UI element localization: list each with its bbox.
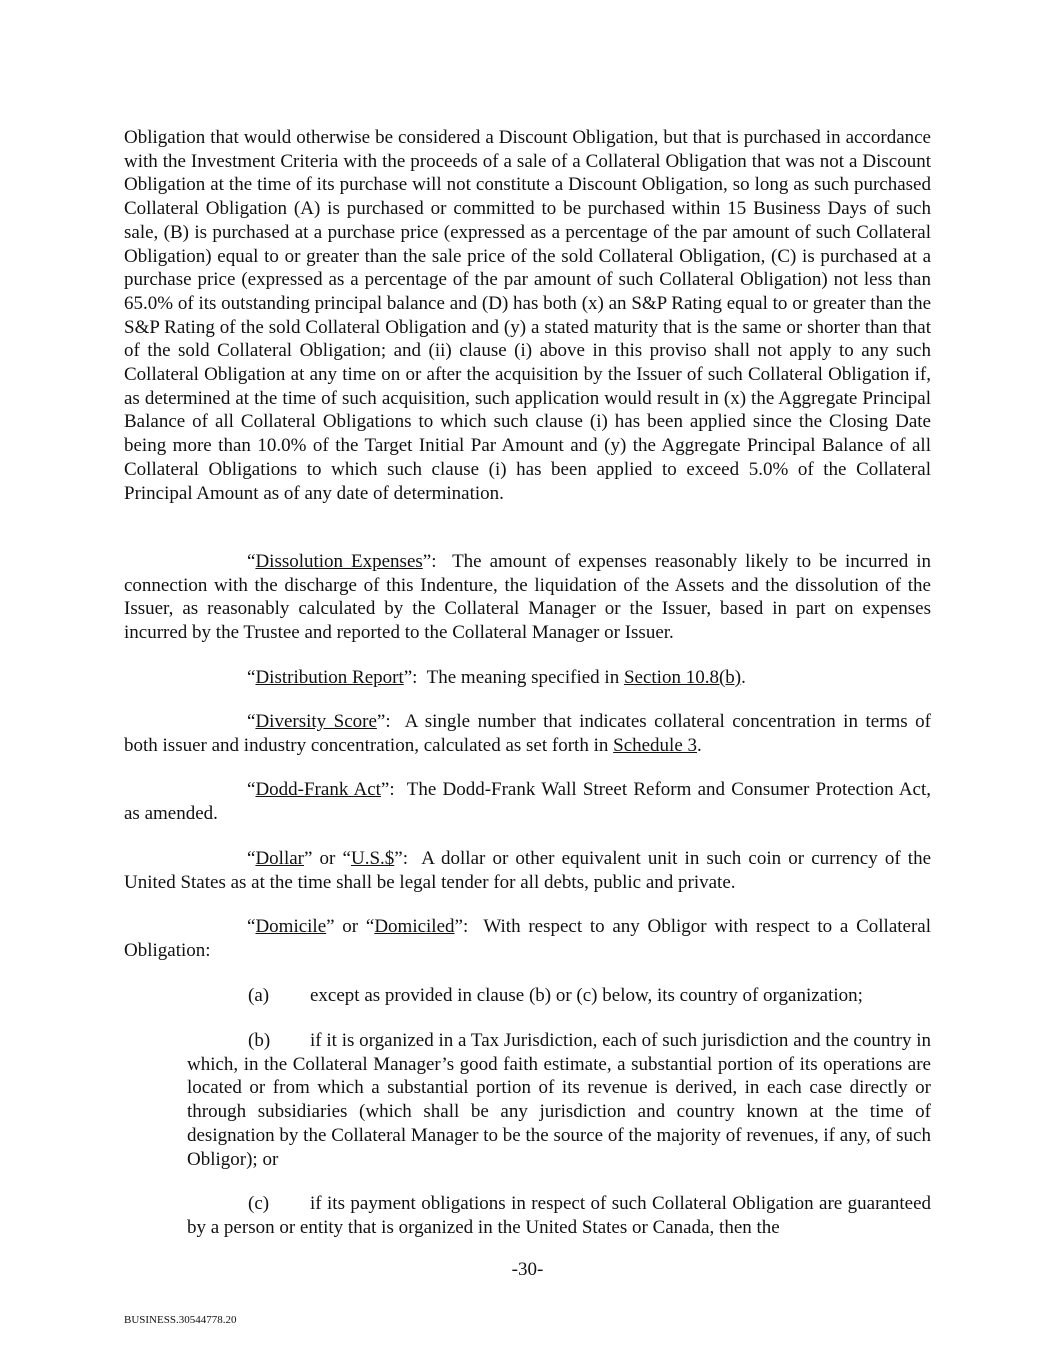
cross-reference-link[interactable]: Section 10.8(b) [623, 667, 742, 688]
list-item-text: if its payment obligations in respect of such Collateral Obligation are guaranteed by a person or entity that is organized in the United States or Canada, then the [187, 1193, 931, 1238]
list-item-label: (b) [248, 1030, 271, 1051]
defined-term: Dissolution Expenses [255, 551, 423, 572]
list-item-label: (a) [248, 985, 270, 1006]
list-item-text: if it is organized in a Tax Jurisdiction, each of such jurisdiction and the country in which, in the Collateral Manager’s good faith estimate, a substantial portion of its operations are located or from which a substantial portion of its revenue is derived, in each case directly or through subsidiaries (which shall be any jurisdiction and country known at the time of designation by the Collateral Manager to be the source of the majority of revenues, if any, of such Obligor); or [187, 1030, 931, 1170]
list-item-text: except as provided in clause (b) or (c) below, its country of organization; [310, 985, 863, 1006]
list-item-a [248, 984, 931, 1008]
defined-term-alt: U.S.$ [350, 848, 395, 869]
defined-term: Dodd-Frank Act [255, 779, 381, 800]
list-item-label: (c) [248, 1193, 270, 1214]
list-item-b [187, 1029, 931, 1171]
definition-dollar: “Dollar” or “U.S.$”: A dollar or other equivalent unit in such coin or currency of the United States as at the time shall be legal tender for all debts, public and private. [124, 848, 931, 893]
defined-term: Domicile [255, 916, 327, 937]
cross-reference-link[interactable]: Schedule 3 [613, 734, 698, 756]
page-number: -30- [511, 1259, 544, 1280]
term-connector: or [334, 916, 366, 937]
defined-term-alt: Domiciled [374, 916, 455, 937]
definition-text: The Dodd-Frank Wall Street Reform and Consumer Protection Act, as amended. [124, 779, 932, 824]
definition-text: The meaning specified in [426, 667, 624, 688]
definition-text: A single number that indicates collateral concentration in terms of both issuer and industry concentration, calculated as set forth in [124, 711, 931, 756]
definition-text: A dollar or other equivalent unit in such coin or currency of the United States as at the time shall be legal tender for all debts, public and private. [124, 848, 931, 893]
definition-text: With respect to any Obligor with respect to a Collateral Obligation: [124, 916, 931, 961]
definition-dodd-frank-act: “Dodd-Frank Act”: The Dodd-Frank Wall Street Reform and Consumer Protection Act, as amended. [124, 779, 932, 824]
definition-tail: . [741, 667, 746, 688]
definition-diversity-score: “Diversity Score”: A single number that indicates collateral concentration in terms of both issuer and industry concentration, calculated as set forth in Schedule 3. [124, 711, 931, 756]
list-item-c [187, 1192, 931, 1239]
definition-domicile: “Domicile” or “Domiciled”: With respect to any Obligor with respect to a Collateral Obligation: [124, 916, 931, 961]
continuation-paragraph: Obligation that would otherwise be considered a Discount Obligation, but that is purchased in accordance with the Investment Criteria with the proceeds of a sale of a Collateral Obligation that was not a Discount Obligation at the time of its purchase will not constitute a Discount Obligation, so long as such purchased Collateral Obligation (A) is purchased or committed to be purchased within 15 Business Days of such sale, (B) is purchased at a purchase price (expressed as a percentage of the par amount of such Collateral Obligation) equal to or greater than the sale price of the sold Collateral Obligation, (C) is purchased at a purchase price (expressed as a percentage of the par amount of such Collateral Obligation) not less than 65.0% of its outstanding principal balance and (D) has both (x) an S&P Rating equal to or greater than the S&P Rating of the sold Collateral Obligation and (y) a stated maturity that is the same or shorter than that of the sold Collateral Obligation; and (ii) clause (i) above in this proviso shall not apply to any such Collateral Obligation at any time on or after the acquisition by the Issuer of such Collateral Obligation if, as determined at the time of such acquisition, such application would result in (x) the Aggregate Principal Balance of all Collateral Obligations to which such clause (i) has been applied since the Closing Date being more than 10.0% of the Target Initial Par Amount and (y) the Aggregate Principal Balance of all Collateral Obligations to which such clause (i) has been applied to exceed 5.0% of the Collateral Principal Amount as of any date of determination. [124, 127, 931, 504]
defined-term: Distribution Report [255, 667, 404, 688]
defined-term: Diversity Score [255, 711, 377, 732]
term-connector: or [312, 848, 343, 869]
definition-distribution-report: “Distribution Report”: The meaning specified in Section 10.8(b). [247, 667, 746, 688]
definition-text: The amount of expenses reasonably likely to be incurred in connection with the discharge of this Indenture, the liquidation of the Assets and the dissolution of the Issuer, as reasonably calculated by the Collateral Manager or the Issuer, based in part on expenses incurred by the Trustee and reported to the Collateral Manager or Issuer. [124, 551, 931, 644]
document-id-footer: BUSINESS.30544778.20 [124, 1314, 237, 1326]
definition-dissolution-expenses: “Dissolution Expenses”: The amount of expenses reasonably likely to be incurred in connection with the discharge of this Indenture, the liquidation of the Assets and the dissolution of the Issuer, as reasonably calculated by the Collateral Manager or the Issuer, based in part on expenses incurred by the Trustee and reported to the Collateral Manager or Issuer. [124, 551, 931, 644]
definition-tail: . [697, 734, 702, 756]
defined-term: Dollar [255, 848, 304, 869]
